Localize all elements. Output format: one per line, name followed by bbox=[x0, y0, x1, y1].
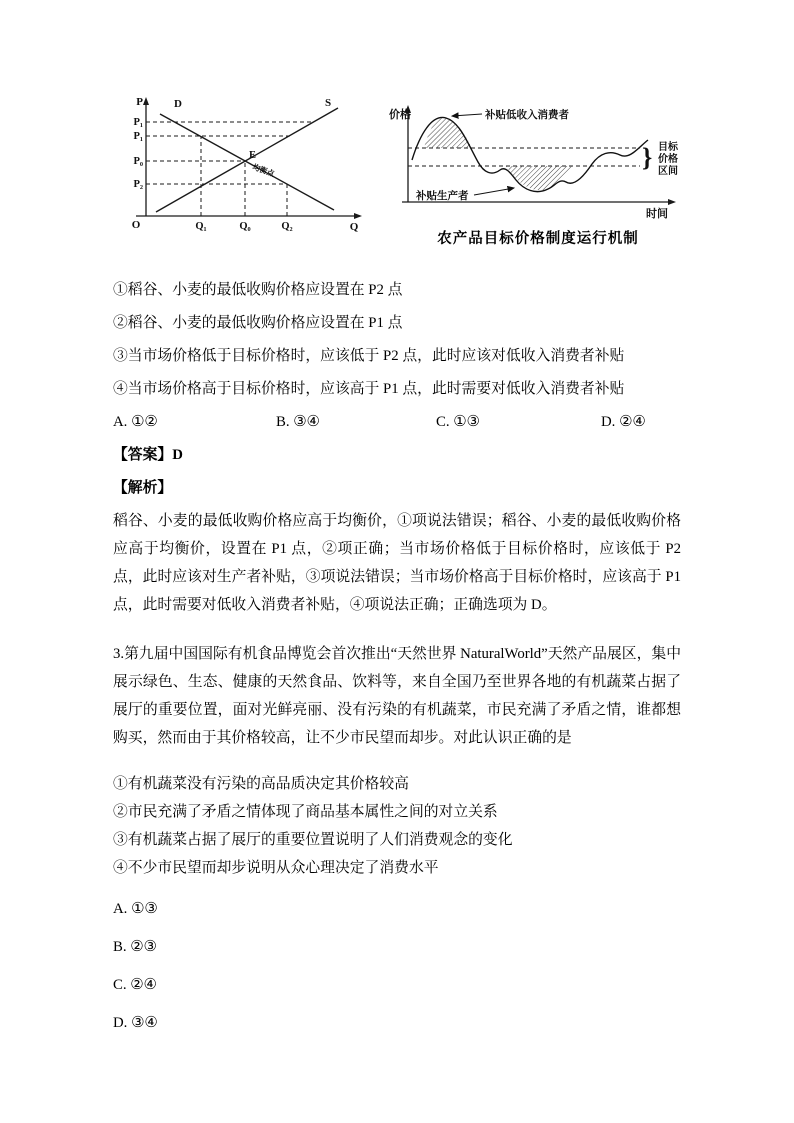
q3-choice-b: B. ②③ bbox=[113, 939, 157, 955]
q2-choice-a: A. ①② bbox=[113, 414, 158, 430]
target-range-label-line2: 价格 bbox=[658, 154, 678, 165]
q2-choice-d: D. ②④ bbox=[601, 414, 646, 430]
q3-statement-4: ④不少市民望而却步说明从众心理决定了消费水平 bbox=[113, 860, 439, 876]
producer-subsidy-area bbox=[506, 166, 574, 190]
q3-choice-c: C. ②④ bbox=[113, 977, 157, 993]
q3-choice-d: D. ③④ bbox=[113, 1015, 158, 1031]
q2-choices-row bbox=[113, 408, 681, 436]
supply-demand-figure bbox=[116, 92, 366, 239]
question-content bbox=[113, 276, 681, 1047]
q3-stem: 3.第九届中国国际有机食品博览会首次推出“天然世界 NaturalWorld”天然产品展区，集中展示绿色、生态、健康的天然食品、饮料等，来自全国乃至世界各地的有机蔬菜占据了展厅的重要位置，面对光鲜亮丽、没有污染的有机蔬菜，市民充满了矛盾之情，谁都想购买，然而由于其价格较高，让不少市民望而却步。对此认识正确的是 bbox=[113, 646, 681, 746]
price-tick-p0: P₀ bbox=[133, 156, 143, 167]
curves bbox=[156, 108, 338, 212]
price-axis-label: 价格 bbox=[389, 109, 411, 121]
q2-answer: 【答案】D bbox=[113, 447, 183, 463]
q2-analysis-text: 稻谷、小麦的最低收购价格应高于均衡价，①项说法错误；稻谷、小麦的最低收购价格应高于均衡价，设置在 P1 点，②项正确；当市场价格低于目标价格时，应该低于 P2 点，此时应该对生产者补贴，③项说法错误；当市场价格高于目标价格时，应该高于 P1 点，此时需要对低收入消费者补贴，④项说法正确；正确选项为 D。 bbox=[113, 513, 681, 613]
price-tick-p1: P₁ bbox=[133, 117, 143, 128]
producer-subsidy-label: 补贴生产者 bbox=[416, 191, 469, 202]
quantity-tick-q2: Q₂ bbox=[281, 221, 293, 232]
q3-statement-2: ②市民充满了矛盾之情体现了商品基本属性之间的对立关系 bbox=[113, 804, 498, 820]
q-axis-arrow-icon bbox=[354, 213, 362, 219]
figures-row bbox=[116, 92, 688, 248]
p-axis-arrow-icon bbox=[143, 97, 149, 105]
price-tick-p2: P₂ bbox=[133, 179, 143, 190]
quantity-tick-q1: Q₁ bbox=[195, 221, 207, 232]
consumer-subsidy-arrow-icon bbox=[452, 114, 482, 116]
q3-statement-3: ③有机蔬菜占据了展厅的重要位置说明了人们消费观念的变化 bbox=[113, 832, 513, 848]
target-range-label-line1: 目标 bbox=[658, 142, 678, 153]
guide-lines bbox=[146, 122, 313, 216]
supply-demand-chart bbox=[116, 92, 366, 234]
supply-label: S bbox=[324, 97, 332, 109]
equilibrium-text: 均衡点 bbox=[251, 162, 276, 179]
figure-caption: 农产品目标价格制度运行机制 bbox=[437, 231, 639, 247]
time-axis-arrow-icon bbox=[668, 199, 676, 205]
q2-statement-3: ③当市场价格低于目标价格时，应该低于 P2 点，此时应该对低收入消费者补贴 bbox=[113, 348, 625, 364]
q-axis-label: Q bbox=[349, 221, 359, 233]
origin-label: O bbox=[131, 219, 141, 231]
consumer-subsidy-label: 补贴低收入消费者 bbox=[485, 110, 569, 121]
target-price-chart bbox=[388, 102, 688, 220]
range-brace-icon: } bbox=[642, 143, 653, 172]
quantity-tick-q0: Q₀ bbox=[239, 221, 251, 232]
time-axis-label: 时间 bbox=[646, 208, 668, 220]
q2-analysis-label: 【解析】 bbox=[113, 480, 173, 496]
q3-choice-a: A. ①③ bbox=[113, 901, 158, 917]
q2-choice-b: B. ③④ bbox=[276, 414, 320, 430]
price-tick-p1b: P₁ bbox=[133, 131, 143, 142]
q2-statement-2: ②稻谷、小麦的最低收购价格应设置在 P1 点 bbox=[113, 315, 403, 331]
q2-statement-1: ①稻谷、小麦的最低收购价格应设置在 P2 点 bbox=[113, 282, 403, 298]
q2-statement-4: ④当市场价格高于目标价格时，应该高于 P1 点，此时需要对低收入消费者补贴 bbox=[113, 381, 625, 397]
equilibrium-point-label: E bbox=[249, 150, 257, 161]
p-axis-label: P bbox=[136, 96, 143, 108]
target-range-label-line3: 区间 bbox=[658, 166, 678, 177]
target-price-figure bbox=[388, 102, 688, 248]
producer-subsidy-arrow-icon bbox=[474, 188, 514, 195]
q2-choice-c: C. ①③ bbox=[436, 414, 480, 430]
demand-label: D bbox=[174, 98, 182, 110]
target-band-lines bbox=[408, 148, 640, 166]
q3-statement-1: ①有机蔬菜没有污染的高品质决定其价格较高 bbox=[113, 776, 409, 792]
